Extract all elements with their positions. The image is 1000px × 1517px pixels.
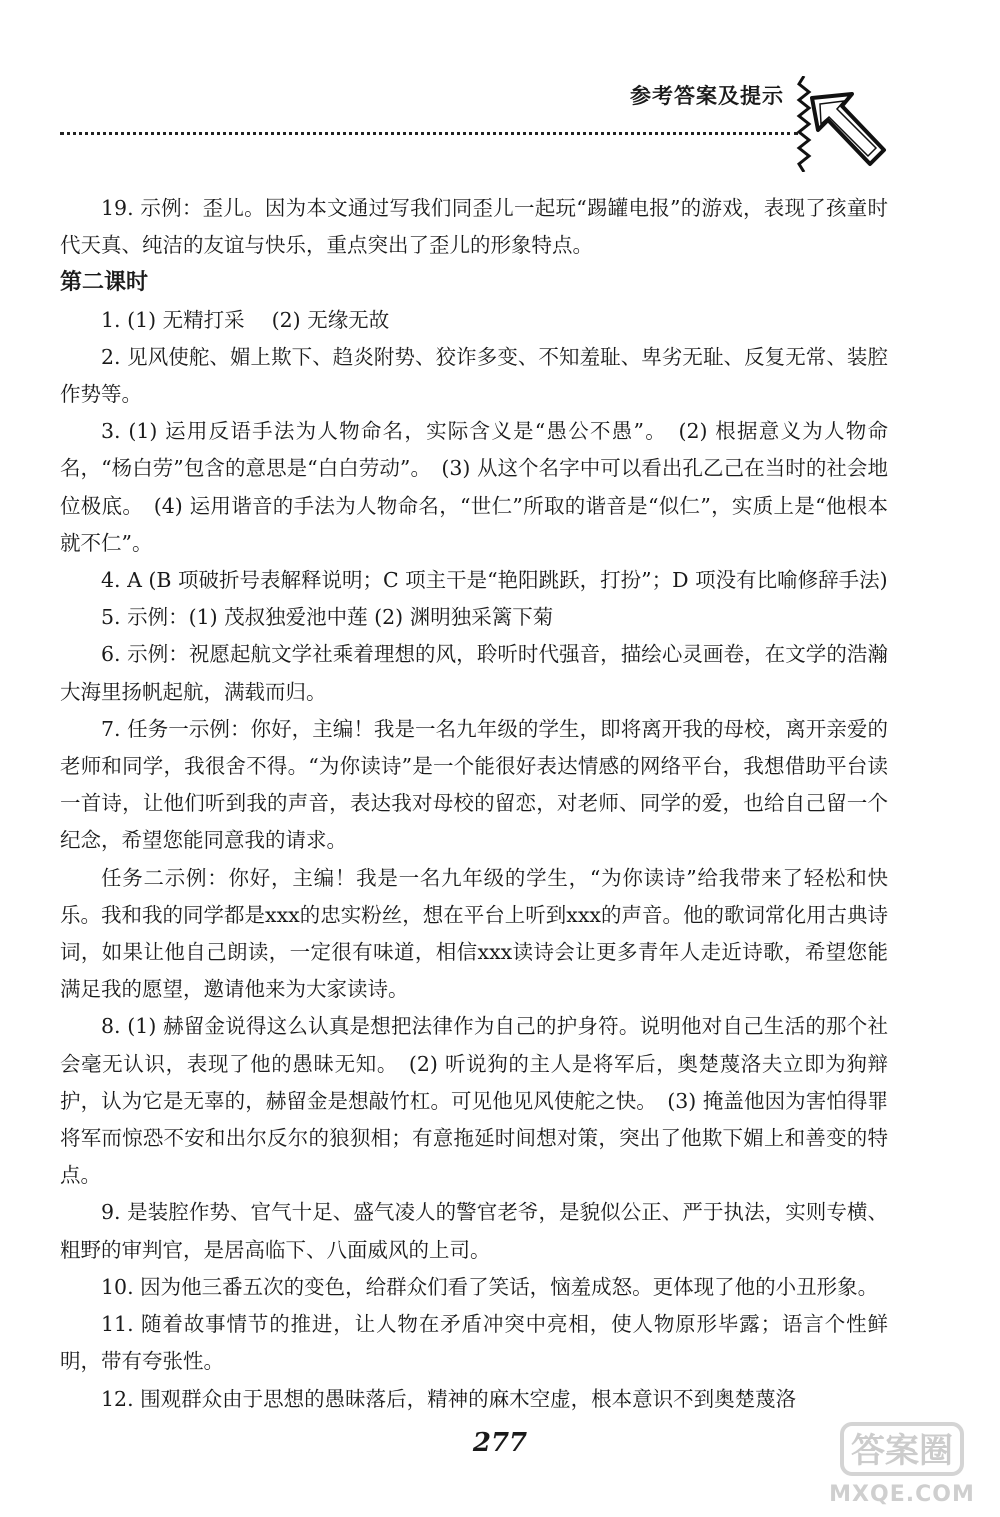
answer-content bbox=[60, 190, 888, 1418]
answer-9: 9. 是装腔作势、官气十足、盛气凌人的警官老爷，是貌似公正、严于执法，实则专横、粗野的审判官，是居高临下、八面威风的上司。 bbox=[60, 1200, 888, 1262]
answer-3: 3. (1) 运用反语手法为人物命名，实际含义是“愚公不愚”。 (2) 根据意义为人物命名，“杨白劳”包含的意思是“白白劳动”。 (3) 从这个名字中可以看出孔乙己在当时的社会地位极底。 (4) 运用谐音的手法为人物命名，“世仁”所取的谐音是“似仁”，实质上是“他根本就不仁”。 bbox=[60, 419, 888, 555]
answer-1: 1. (1) 无精打采 (2) 无缘无故 bbox=[101, 307, 390, 332]
answer-19: 19. 示例：歪儿。因为本文通过写我们同歪儿一起玩“踢罐电报”的游戏，表现了孩童时代天真、纯洁的友谊与快乐，重点突出了歪儿的形象特点。 bbox=[60, 196, 888, 258]
answer-5: 5. 示例：(1) 茂叔独爱池中莲 (2) 渊明独采篱下菊 bbox=[101, 605, 554, 630]
answer-12: 12. 围观群众由于思想的愚昧落后，精神的麻木空虚，根本意识不到奥楚蔑洛 bbox=[101, 1386, 797, 1411]
section-title: 第二课时 bbox=[60, 270, 149, 296]
watermark-url: MXQE.COM bbox=[829, 1482, 975, 1507]
page-number: 277 bbox=[472, 1428, 528, 1458]
header-dotted-rule bbox=[60, 132, 798, 135]
answer-11: 11. 随着故事情节的推进，让人物在矛盾冲突中亮相，使人物原形毕露；语言个性鲜明，带有夸张性。 bbox=[60, 1312, 888, 1374]
answer-10: 10. 因为他三番五次的变色，给群众们看了笑话，恼羞成怒。更体现了他的小丑形象。 bbox=[101, 1274, 879, 1299]
watermark bbox=[812, 1418, 992, 1514]
arrow-icon bbox=[806, 90, 888, 170]
answer-7-task-2: 任务二示例：你好，主编！我是一名九年级的学生，“为你读诗”给我带来了轻松和快乐。我和我的同学都是xxx的忠实粉丝，想在平台上听到xxx的声音。他的歌词常化用古典诗词，如果让他自己朗读，一定很有味道，相信xxx读诗会让更多青年人走近诗歌，希望您能满足我的愿望，邀请他来为大家读诗。 bbox=[60, 865, 888, 1002]
answer-8: 8. (1) 赫留金说得这么认真是想把法律作为自己的护身符。说明他对自己生活的那个社会毫无认识，表现了他的愚昧无知。 (2) 听说狗的主人是将军后，奥楚蔑洛夫立即为狗辩护，认为它是无辜的，赫留金是想敲竹杠。可见他见风使舵之快。 (3) 掩盖他因为害怕得罪将军而惊恐不安和出尔反尔的狼狈相；有意拖延时间想对策，突出了他欺下媚上和善变的特点。 bbox=[60, 1014, 888, 1188]
answer-6: 6. 示例：祝愿起航文学社乘着理想的风，聆听时代强音，描绘心灵画卷，在文学的浩瀚大海里扬帆起航，满载而归。 bbox=[60, 642, 888, 704]
answer-7-task-1: 7. 任务一示例：你好，主编！我是一名九年级的学生，即将离开我的母校，离开亲爱的老师和同学，我很舍不得。“为你读诗”是一个能很好表达情感的网络平台，我想借助平台读一首诗，让他们听到我的声音，表达我对母校的留恋，对老师、同学的爱，也给自己留一个纪念，希望您能同意我的请求。 bbox=[60, 716, 888, 853]
watermark-logo-icon bbox=[812, 1418, 992, 1482]
watermark-logo-text: 答案圈 bbox=[851, 1431, 953, 1471]
answer-2: 2. 见风使舵、媚上欺下、趋炎附势、狡诈多变、不知羞耻、卑劣无耻、反复无常、装腔作势等。 bbox=[60, 344, 888, 407]
answer-4: 4. A (B 项破折号表解释说明；C 项主干是“艳阳跳跃，打扮”；D 项没有比喻修辞手法) bbox=[101, 568, 888, 593]
header-title: 参考答案及提示 bbox=[630, 84, 784, 108]
